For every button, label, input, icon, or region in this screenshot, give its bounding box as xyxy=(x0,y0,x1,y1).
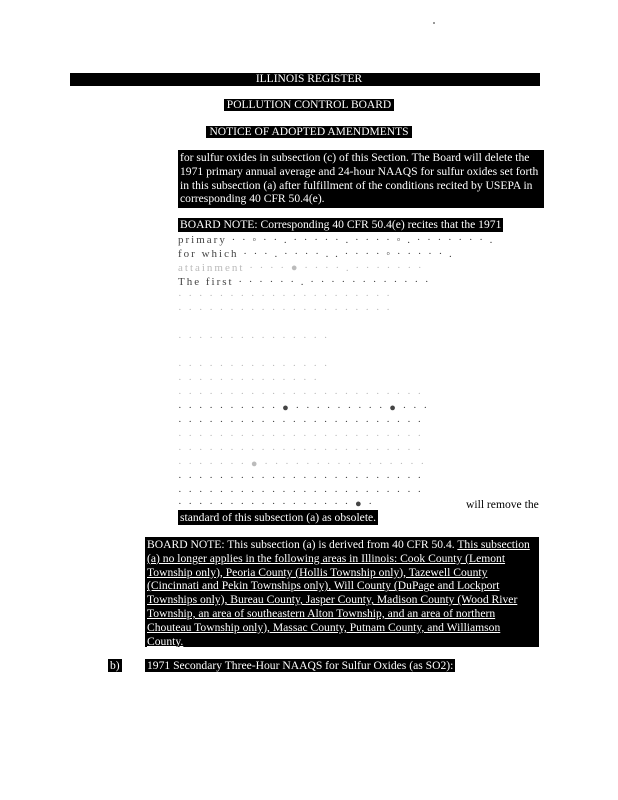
note1-will-remove: will remove the xyxy=(466,498,539,511)
note1-line-19: · · · · · · · · · · · · · · · · · ● · xyxy=(178,498,375,510)
note1-line-3: for which · · · . · · · · . . · · · · ◦ · · · · · . xyxy=(178,248,454,260)
board-note-2 xyxy=(145,537,539,647)
board-note-2-underlined: This subsection (a) no longer applies in the following areas in Illinois: Cook County (Lemont Township only), Peoria County (Hollis Township only), Tazewell County (Cincinnati and Pekin Townships only), Will County (DuPage and Lockport Townships only), Bureau County, Jasper County, Madison County (Wood River Township, an area of southeastern Alton Township, and an area of northern Chouteau Township only), Massac County, Putnam County, and Williamson County. xyxy=(147,538,530,648)
note1-line-10: · · · · · · · · · · · · · · xyxy=(178,374,320,386)
board-note-1-last-text: standard of this subsection (a) as obsolete. xyxy=(180,511,377,524)
notice-title-text: NOTICE OF ADOPTED AMENDMENTS xyxy=(206,126,411,138)
paragraph-1-text: for sulfur oxides in subsection (c) of this Section. The Board will delete the 1971 primary annual average and 24-hour NAAQS for sulfur oxides set forth in this subsection (a) after fulfillment of the conditions recited by USEPA in corresponding 40 CFR 50.4(e). xyxy=(180,151,539,206)
note1-line-5-text: The first xyxy=(178,276,234,288)
board-note-2-text xyxy=(147,538,537,648)
note1-line-6: · · · · · · · · · · · · · · · · · · · · · xyxy=(178,290,392,302)
note1-line-2: primary · · ◦ · · . · · · · · . · · · · ◦ . · · · · · · · . xyxy=(178,234,495,246)
note1-line-7: · · · · · · · · · · · · · · · · · · · · · xyxy=(178,304,392,316)
board-title xyxy=(0,99,618,112)
subsection-b-heading-text: 1971 Secondary Three-Hour NAAQS for Sulfur Oxides (as SO2): xyxy=(147,659,454,672)
board-note-1-first-line xyxy=(178,218,503,232)
note1-line-13: · · · · · · · · · · · · · · · · · · · · · · · · xyxy=(178,416,424,428)
board-note-1-last-line xyxy=(178,510,378,525)
note1-line-5: The first · · · · · · . · · · · · · · · · · · · xyxy=(178,276,431,288)
register-title: ILLINOIS REGISTER xyxy=(255,73,363,85)
note1-line-4: attainment · · · · ● · · · · . · · · · · · · xyxy=(178,262,424,274)
note1-line-14: · · · · · · · · · · · · · · · · · · · · · · · · xyxy=(178,430,424,442)
subsection-b-label xyxy=(108,659,122,672)
note1-line-15: · · · · · · · · · · · · · · · · · · · · · · · · xyxy=(178,444,424,456)
note1-line-17: · · · · · · · · · · · · · · · · · · · · · · · · xyxy=(178,472,424,484)
note1-line-3-text: for which xyxy=(178,248,239,260)
board-title-text: POLLUTION CONTROL BOARD xyxy=(224,99,394,111)
board-note-2-plain: BOARD NOTE: This subsection (a) is derived from 40 CFR 50.4. xyxy=(147,538,458,551)
note1-line-12: · · · · · · · · · · ● · · · · · · · · · ● · · · xyxy=(178,402,430,414)
board-note-1 xyxy=(178,218,540,232)
note1-line-11: · · · · · · · · · · · · · · · · · · · · · · · · xyxy=(178,388,424,400)
note1-line-16: · · · · · · · ● · · · · · · · · · · · · · · · · xyxy=(178,458,427,470)
note1-line-18: · · · · · · · · · · · · · · · · · · · · · · · · xyxy=(178,486,424,498)
subsection-b-heading xyxy=(145,659,455,672)
note1-line-8: · · · · · · · · · · · · · · · xyxy=(178,332,330,344)
note1-line-9: · · · · · · · · · · · · · · · xyxy=(178,360,330,372)
note1-line-2-text: primary xyxy=(178,234,227,246)
paragraph-1 xyxy=(178,150,544,208)
scan-speck xyxy=(433,22,435,24)
board-note-1-first-text: BOARD NOTE: Corresponding 40 CFR 50.4(e) recites that the 1971 xyxy=(180,218,502,231)
note1-line-4-text: attainment xyxy=(178,262,245,274)
subsection-b-label-text: b) xyxy=(110,659,120,672)
notice-title xyxy=(0,126,618,139)
